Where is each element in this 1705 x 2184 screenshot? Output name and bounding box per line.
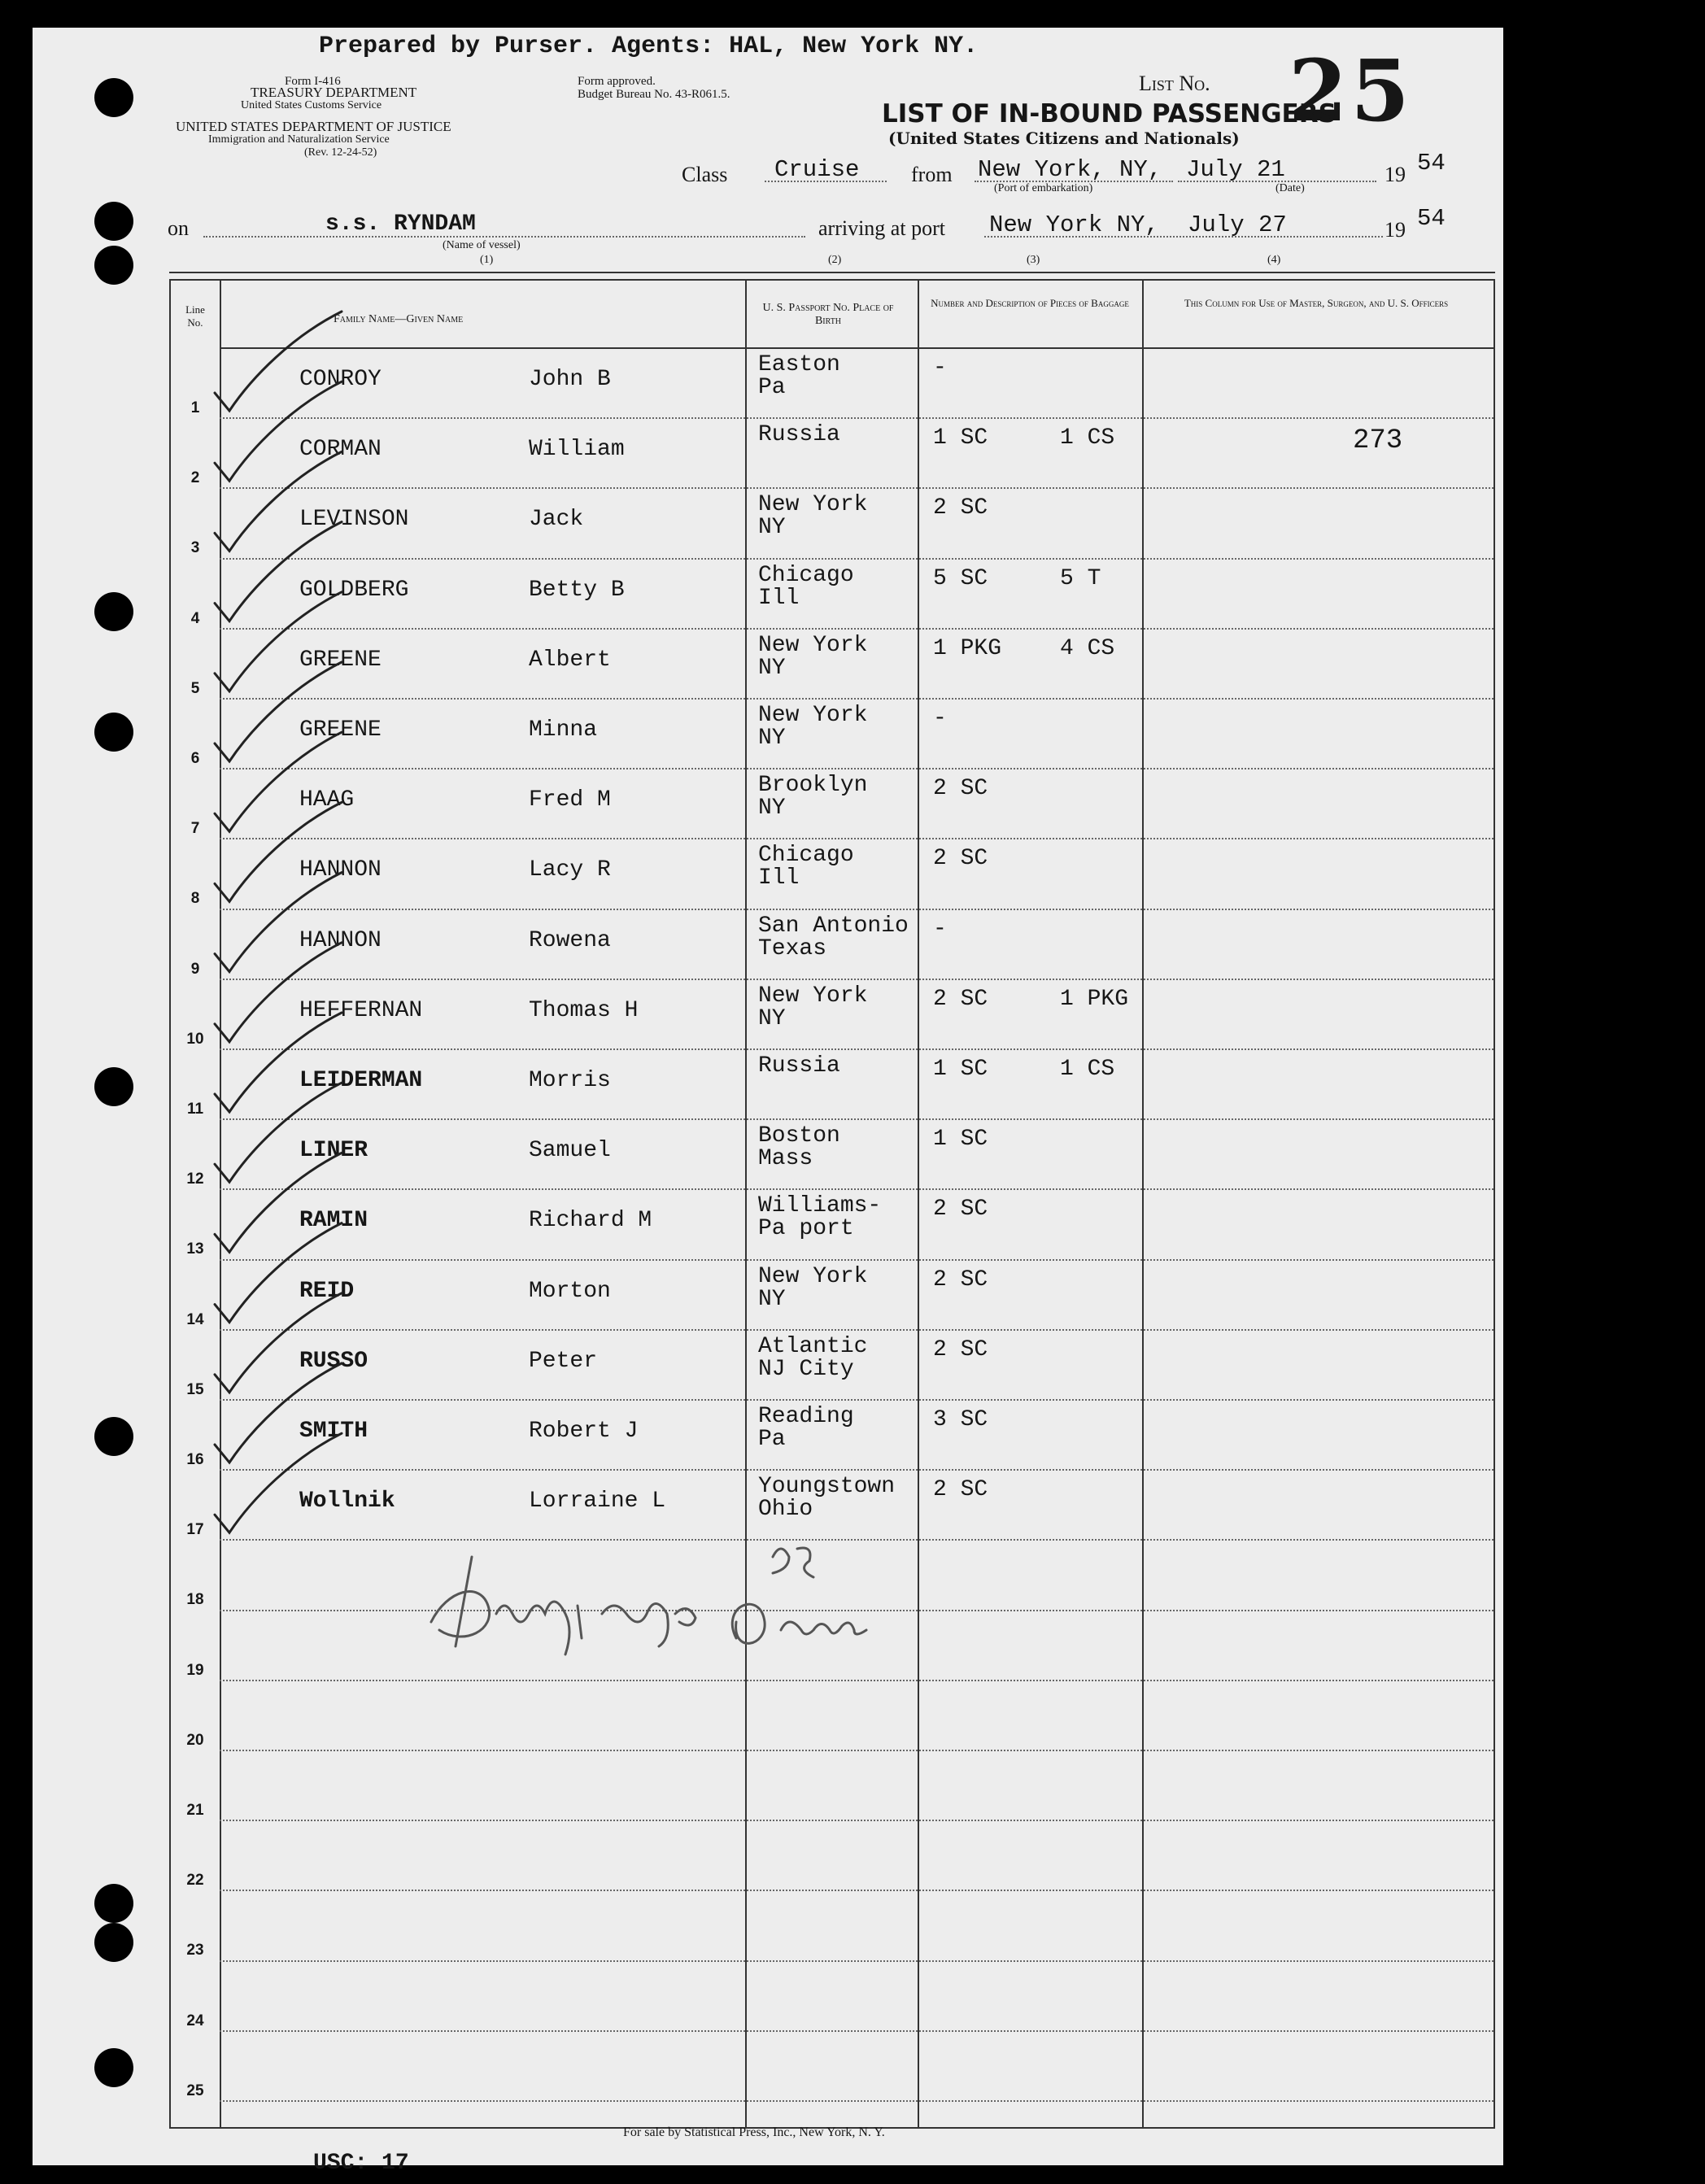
place-of-birth-line2: Texas <box>758 935 827 961</box>
baggage-count-2: 1 PKG <box>1060 986 1129 1012</box>
family-name: REID <box>299 1278 355 1304</box>
arrival-date: July 27 <box>1188 211 1287 238</box>
customs-label: United States Customs Service <box>241 99 382 111</box>
form-title: LIST OF IN-BOUND PASSENGERS <box>882 99 1337 129</box>
header-officers: This Column for Use of Master, Surgeon, and U. S. Officers <box>1184 297 1449 309</box>
header-baggage: Number and Description of Pieces of Baggage <box>931 297 1129 309</box>
baggage-count: 2 SC <box>933 1477 988 1503</box>
line-number: 10 <box>186 1030 204 1048</box>
baggage-count: 2 SC <box>933 1197 988 1223</box>
col-3-caption: (3) <box>1027 254 1040 266</box>
given-name: William <box>529 437 625 463</box>
baggage-count: - <box>933 706 947 731</box>
baggage-count: 5 SC <box>933 565 988 591</box>
line-number: 3 <box>190 539 200 557</box>
revision-label: (Rev. 12-24-52) <box>304 146 377 159</box>
check-mark <box>215 451 342 551</box>
baggage-count-2: 1 CS <box>1060 425 1115 451</box>
place-of-birth-line2: NY <box>758 515 786 541</box>
line-number: 6 <box>190 750 200 767</box>
place-of-birth-line1: Williams- <box>758 1193 882 1219</box>
place-of-birth-line1: Atlantic <box>758 1333 868 1359</box>
family-name: HAAG <box>299 787 355 813</box>
baggage-count: - <box>933 355 947 381</box>
place-of-birth-line1: New York <box>758 983 868 1009</box>
place-of-birth-line2: Pa port <box>758 1216 854 1242</box>
given-name: Fred M <box>529 787 611 813</box>
line-number: 13 <box>186 1240 204 1258</box>
header-name: Family Name—Given Name <box>334 313 464 325</box>
header-passport: U. S. Passport No. Place of Birth <box>762 302 894 327</box>
baggage-count: 2 SC <box>933 495 988 521</box>
budget-bureau: Budget Bureau No. 43-R061.5. <box>578 88 730 101</box>
date-caption: (Date) <box>1275 182 1305 194</box>
place-of-birth-line1: Brooklyn <box>758 773 868 799</box>
check-mark <box>215 732 342 831</box>
given-name: Thomas H <box>529 997 639 1023</box>
baggage-count-2: 4 CS <box>1060 635 1115 661</box>
class-label: Class <box>682 163 728 186</box>
family-name: HANNON <box>299 927 382 953</box>
list-number: 25 <box>1289 41 1413 141</box>
baggage-count-2: 1 CS <box>1060 1057 1115 1082</box>
officer-note: 273 <box>1353 425 1403 457</box>
manifest-sheet <box>33 28 1503 2176</box>
check-mark <box>215 1223 342 1323</box>
port-embarkation: New York, NY, <box>978 156 1162 183</box>
line-number: 12 <box>186 1170 204 1188</box>
family-name: CORMAN <box>299 437 382 463</box>
given-name: Morris <box>529 1068 611 1093</box>
on-label: on <box>168 216 189 240</box>
line-number: 8 <box>190 890 200 908</box>
check-marks <box>33 28 1503 2165</box>
vessel-caption: (Name of vessel) <box>443 239 521 251</box>
form-number: Form I-416 <box>285 75 341 88</box>
year-prefix-arrival: 19 <box>1384 218 1406 242</box>
given-name: Lacy R <box>529 857 611 883</box>
family-name: LINER <box>299 1138 368 1164</box>
place-of-birth-line1: Boston <box>758 1123 840 1149</box>
line-number: 19 <box>186 1661 204 1679</box>
from-label: from <box>911 163 953 186</box>
usc-stamp: USC: 17 <box>313 2151 409 2176</box>
place-of-birth-line2: Pa <box>758 375 786 400</box>
check-mark <box>215 1363 342 1463</box>
place-of-birth-line1: San Antonio <box>758 913 909 939</box>
check-mark <box>215 1083 342 1182</box>
line-number: 7 <box>190 820 200 838</box>
line-number: 21 <box>186 1802 204 1819</box>
col-2-caption: (2) <box>828 254 842 266</box>
line-number: 18 <box>186 1591 204 1609</box>
check-mark <box>215 662 342 761</box>
header-line-no: Line No. <box>185 303 205 329</box>
baggage-count: 2 SC <box>933 1336 988 1362</box>
check-mark <box>215 592 342 691</box>
family-name: GREENE <box>299 717 382 743</box>
line-number: 5 <box>190 679 200 697</box>
place-of-birth-line2: Mass <box>758 1146 813 1172</box>
printer-credit: For sale by Statistical Press, Inc., New York, N. Y. <box>623 2125 885 2139</box>
arrival-port: New York NY, <box>989 211 1159 238</box>
col-4-caption: (4) <box>1267 254 1281 266</box>
year-embarkation: 54 <box>1417 150 1446 177</box>
place-of-birth-line2: NY <box>758 1286 786 1312</box>
line-number: 17 <box>186 1521 204 1539</box>
line-number: 25 <box>186 2082 204 2099</box>
place-of-birth-line1: Russia <box>758 422 840 448</box>
family-name: LEVINSON <box>299 507 409 533</box>
line-number: 4 <box>190 609 200 627</box>
year-prefix: 19 <box>1384 163 1406 186</box>
form-subtitle: (United States Citizens and Nationals) <box>888 129 1240 148</box>
family-name: LEIDERMAN <box>299 1068 423 1093</box>
baggage-count: 2 SC <box>933 776 988 802</box>
baggage-count: 1 SC <box>933 425 988 451</box>
baggage-count: 3 SC <box>933 1407 988 1432</box>
given-name: Albert <box>529 647 611 673</box>
line-number: 1 <box>190 399 200 416</box>
baggage-count: 2 SC <box>933 1266 988 1293</box>
baggage-count: 2 SC <box>933 846 988 872</box>
given-name: Peter <box>529 1348 598 1374</box>
check-mark <box>215 943 342 1042</box>
inspector-signature-strokes <box>415 1524 1033 1663</box>
place-of-birth-line1: New York <box>758 632 868 658</box>
col-1-caption: (1) <box>480 254 494 266</box>
place-of-birth-line1: Reading <box>758 1404 854 1429</box>
place-of-birth-line1: New York <box>758 492 868 518</box>
line-number: 22 <box>186 1872 204 1890</box>
vessel-name: s.s. RYNDAM <box>325 211 476 237</box>
year-arrival: 54 <box>1417 205 1446 232</box>
place-of-birth-line2: NY <box>758 1005 786 1031</box>
place-of-birth-line1: New York <box>758 703 868 728</box>
prepared-by-line: Prepared by Purser. Agents: HAL, New York NY. <box>319 33 979 60</box>
place-of-birth-line1: Easton <box>758 352 840 377</box>
form-approved: Form approved. <box>578 75 656 88</box>
line-number: 16 <box>186 1451 204 1468</box>
baggage-count: 1 SC <box>933 1057 988 1082</box>
treasury-label: TREASURY DEPARTMENT <box>251 85 417 100</box>
place-of-birth-line2: Ill <box>758 585 800 611</box>
family-name: HANNON <box>299 857 382 883</box>
line-number: 24 <box>186 2012 204 2029</box>
place-of-birth-line2: NY <box>758 726 786 751</box>
given-name: John B <box>529 367 611 392</box>
family-name: Wollnik <box>299 1489 395 1515</box>
check-mark <box>215 1013 342 1112</box>
justice-label: UNITED STATES DEPARTMENT OF JUSTICE <box>176 119 451 134</box>
line-number: 20 <box>186 1731 204 1749</box>
check-mark <box>215 1153 342 1252</box>
place-of-birth-line1: Chicago <box>758 843 854 869</box>
baggage-count: 1 PKG <box>933 635 1002 661</box>
family-name: CONROY <box>299 367 382 392</box>
baggage-count-2: 5 T <box>1060 565 1101 591</box>
line-number: 9 <box>190 960 200 978</box>
arriving-label: arriving at port <box>818 216 945 240</box>
class-value: Cruise <box>774 156 860 183</box>
place-of-birth-line1: Youngstown <box>758 1474 896 1500</box>
baggage-count: - <box>933 916 947 942</box>
given-name: Morton <box>529 1278 611 1304</box>
date-embarkation: July 21 <box>1186 156 1285 183</box>
line-number: 23 <box>186 1942 204 1959</box>
place-of-birth-line1: Chicago <box>758 562 854 588</box>
place-of-birth-line2: Ill <box>758 865 800 891</box>
check-mark <box>215 522 342 621</box>
given-name: Lorraine L <box>529 1489 666 1515</box>
place-of-birth-line1: New York <box>758 1263 868 1289</box>
family-name: RAMIN <box>299 1208 368 1234</box>
given-name: Betty B <box>529 577 625 603</box>
given-name: Minna <box>529 717 598 743</box>
family-name: SMITH <box>299 1419 368 1444</box>
line-number: 15 <box>186 1380 204 1398</box>
check-mark <box>215 802 342 901</box>
place-of-birth-line2: NY <box>758 655 786 681</box>
ins-label: Immigration and Naturalization Service <box>208 133 390 146</box>
line-number: 2 <box>190 469 200 487</box>
baggage-count: 2 SC <box>933 986 988 1012</box>
place-of-birth-line1: Russia <box>758 1053 840 1079</box>
place-of-birth-line2: NJ City <box>758 1356 854 1382</box>
check-mark <box>215 873 342 972</box>
check-mark <box>215 381 342 481</box>
given-name: Rowena <box>529 927 611 953</box>
line-number: 14 <box>186 1310 204 1328</box>
check-mark <box>215 1293 342 1393</box>
port-embarkation-caption: (Port of embarkation) <box>994 182 1093 194</box>
check-mark <box>215 312 342 411</box>
given-name: Richard M <box>529 1208 652 1234</box>
check-mark <box>215 1433 342 1532</box>
place-of-birth-line2: NY <box>758 796 786 822</box>
family-name: RUSSO <box>299 1348 368 1374</box>
place-of-birth-line2: Pa <box>758 1427 786 1452</box>
family-name: GREENE <box>299 647 382 673</box>
list-no-label: List No. <box>1139 72 1210 95</box>
family-name: GOLDBERG <box>299 577 409 603</box>
given-name: Samuel <box>529 1138 611 1164</box>
given-name: Jack <box>529 507 584 533</box>
family-name: HEFFERNAN <box>299 997 423 1023</box>
given-name: Robert J <box>529 1419 639 1444</box>
line-number: 11 <box>186 1101 204 1118</box>
place-of-birth-line2: Ohio <box>758 1497 813 1523</box>
baggage-count: 1 SC <box>933 1127 988 1153</box>
